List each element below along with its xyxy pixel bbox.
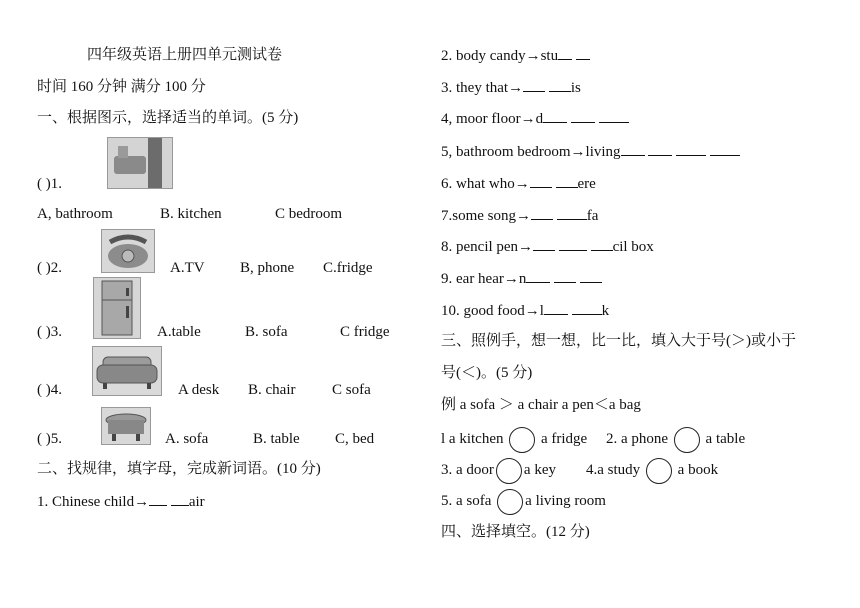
q2-number: ( )2.	[37, 260, 62, 276]
compare-2-circle[interactable]	[674, 427, 700, 453]
compare-row-3	[441, 487, 606, 515]
q5-option-b: B. table	[253, 431, 300, 447]
compare-1-circle[interactable]	[509, 427, 535, 453]
s2-item-5-prompt: 5, bathroom bedroom→living	[441, 144, 621, 160]
blank	[523, 77, 545, 92]
blank	[533, 236, 555, 251]
q5-option-c: C, bed	[335, 431, 375, 447]
q2-option-a: A.TV	[170, 260, 205, 276]
q1-option-b: B. kitchen	[160, 206, 222, 222]
q3-option-a: A.table	[157, 324, 201, 340]
blank	[554, 268, 576, 283]
compare-2-left: 2. a phone	[605, 431, 669, 447]
s2-item-6-prompt: 6. what who→	[441, 176, 530, 192]
s2-item-6	[441, 173, 596, 194]
s2-item-9-prompt: 9. ear hear→n	[441, 271, 527, 287]
bathroom-picture-icon	[107, 137, 173, 189]
blank	[710, 141, 740, 156]
blank	[591, 236, 613, 251]
compare-4-right: a book	[677, 462, 719, 478]
s2-item-7-prompt: 7.some song→	[441, 208, 531, 224]
s2-item-7	[441, 205, 598, 226]
table-picture-icon	[101, 407, 151, 445]
q3-option-c: C fridge	[340, 324, 390, 340]
compare-3-left: 3. a door	[441, 462, 494, 478]
s2-item-3	[441, 77, 581, 98]
s2-item-2-prompt: 2. body candy→stu	[441, 48, 559, 64]
compare-4-circle[interactable]	[646, 458, 672, 484]
blank	[621, 141, 645, 156]
s2-item-8-suffix: cil box	[612, 239, 654, 255]
s2-item-10-suffix: k	[601, 303, 610, 319]
section-2-heading: 二、找规律，填字母，完成新词语。(10 分)	[37, 461, 321, 477]
sofa-picture-icon	[92, 346, 162, 396]
q1-number: ( )1.	[37, 176, 62, 192]
q1-option-a: A, bathroom	[37, 206, 113, 222]
blank	[576, 45, 590, 60]
s2-item-6-suffix: ere	[577, 176, 596, 192]
s2-item-5	[441, 141, 740, 162]
time-score: 时间 160 分钟 满分 100 分	[37, 79, 206, 95]
q3-option-b: B. sofa	[245, 324, 288, 340]
blank	[556, 173, 578, 188]
page-title: 四年级英语上册四单元测试卷	[87, 47, 283, 63]
compare-1-right: a fridge	[540, 431, 588, 447]
blank	[526, 268, 550, 283]
s2-item-10	[441, 300, 609, 321]
blank	[543, 108, 567, 123]
section-1-heading: 一、根据图示，选择适当的单词。(5 分)	[37, 110, 299, 126]
s2-item-3-prompt: 3. they that→	[441, 80, 524, 96]
q4-option-c: C sofa	[332, 382, 371, 398]
q4-number: ( )4.	[37, 382, 62, 398]
section-3-example: 例 a sofa ＞ a chair a pen＜a bag	[441, 397, 641, 413]
s2-item-1-suffix: air	[188, 494, 205, 510]
s2-item-7-suffix: fa	[586, 208, 599, 224]
blank	[530, 173, 552, 188]
section-3-heading-line1: 三、照例手，想一想，比一比，填入大于号(＞)或小于	[441, 333, 796, 349]
blank	[531, 205, 553, 220]
compare-3-right: a key	[523, 462, 556, 478]
blank	[571, 108, 595, 123]
compare-1-left: l a kitchen	[441, 431, 504, 447]
blank	[544, 300, 568, 315]
blank	[676, 141, 706, 156]
q1-option-c: C bedroom	[275, 206, 343, 222]
blank	[572, 300, 602, 315]
blank	[149, 491, 167, 506]
blank	[171, 491, 189, 506]
compare-5-left: 5. a sofa	[441, 493, 492, 509]
blank	[559, 236, 587, 251]
compare-3-circle[interactable]	[496, 458, 522, 484]
phone-picture-icon	[101, 229, 155, 273]
compare-row-2	[441, 456, 718, 484]
s2-item-4	[441, 108, 629, 129]
s2-item-8	[441, 236, 654, 257]
s2-item-1	[37, 491, 205, 512]
section-4-heading: 四、选择填空。(12 分)	[441, 524, 590, 540]
blank	[549, 77, 571, 92]
s2-item-9	[441, 268, 602, 289]
blank	[557, 205, 587, 220]
q2-option-b: B, phone	[240, 260, 295, 276]
s2-item-2	[441, 45, 590, 66]
compare-5-circle[interactable]	[497, 489, 523, 515]
s2-item-1-prompt: 1. Chinese child→	[37, 494, 150, 510]
q4-option-a: A desk	[178, 382, 220, 398]
q5-option-a: A. sofa	[165, 431, 209, 447]
blank	[599, 108, 629, 123]
blank	[580, 268, 602, 283]
s2-item-4-prompt: 4, moor floor→d	[441, 111, 544, 127]
compare-2-right: a table	[705, 431, 746, 447]
fridge-picture-icon	[93, 277, 141, 339]
q5-number: ( )5.	[37, 431, 62, 447]
s2-item-3-suffix: is	[570, 80, 581, 96]
section-3-heading-line2: 号(＜)。(5 分)	[441, 365, 533, 381]
blank	[558, 45, 572, 60]
s2-item-10-prompt: 10. good food→l	[441, 303, 544, 319]
q4-option-b: B. chair	[248, 382, 296, 398]
blank	[648, 141, 672, 156]
q3-number: ( )3.	[37, 324, 62, 340]
compare-row-1	[441, 425, 745, 453]
q2-option-c: C.fridge	[323, 260, 373, 276]
compare-5-right: a living room	[525, 493, 606, 509]
compare-4-left: 4.a study	[585, 462, 641, 478]
s2-item-8-prompt: 8. pencil pen→	[441, 239, 534, 255]
